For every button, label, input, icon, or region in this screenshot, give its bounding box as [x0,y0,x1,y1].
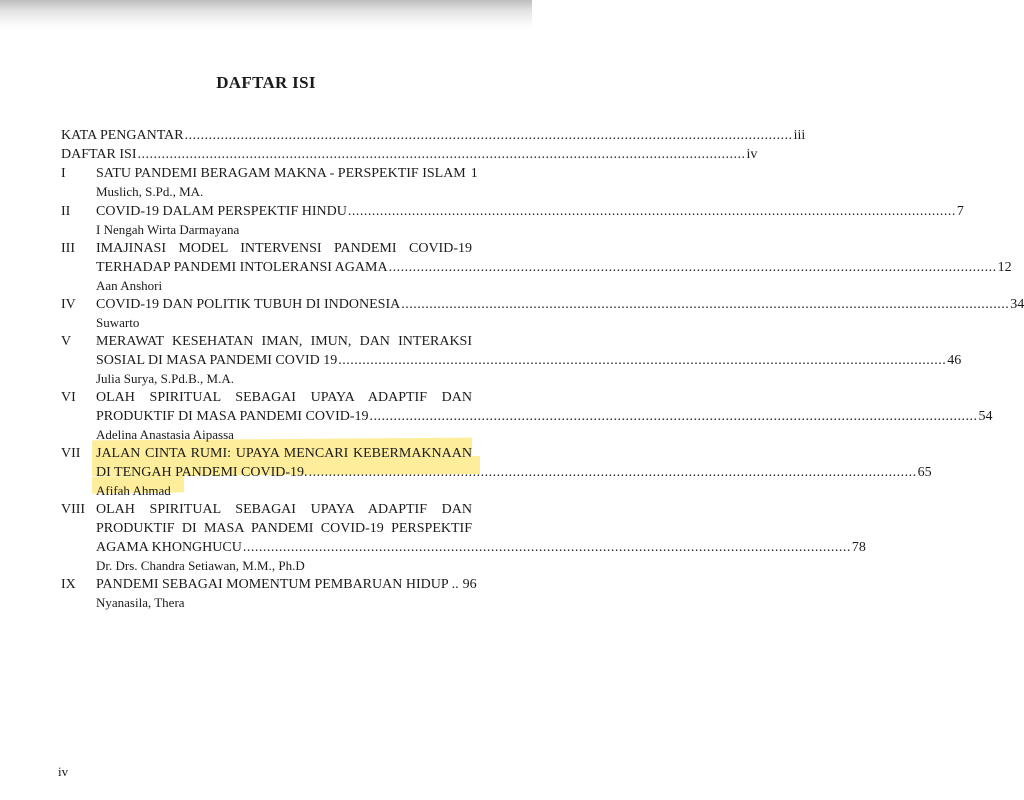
toc-entry-label: KATA PENGANTAR [61,128,184,143]
chapter-page: 34 [1010,297,1024,312]
toc-entry-kata-pengantar[interactable] [61,127,806,145]
chapter-title[interactable]: OLAH SPIRITUAL SEBAGAI UPAYA ADAPTIF DAN [96,390,472,405]
chapter-title[interactable]: OLAH SPIRITUAL SEBAGAI UPAYA ADAPTIF DAN [96,502,472,517]
chapter-number: V [61,334,72,349]
chapter-title-cont[interactable]: SOSIAL DI MASA PANDEMI COVID 19 ..... 46 [96,352,472,370]
chapter-title-cont[interactable]: AGAMA KHONGHUCU ..... 78 [96,539,472,557]
chapter-page: 65 [917,465,932,480]
chapter-author: Suwarto [96,315,140,330]
chapter-author: Muslich, S.Pd., MA. [96,184,204,199]
toc-entry-label: DAFTAR ISI [61,147,137,162]
toc-entry-page: iii [793,128,806,143]
chapter-title[interactable]: SATU PANDEMI BERAGAM MAKNA - PERSPEKTIF ISLAM 1 [96,166,478,181]
chapter-title[interactable]: MERAWAT KESEHATAN IMAN, IMUN, DAN INTERAKSI [96,334,472,349]
chapter-title[interactable]: COVID-19 DALAM PERSPEKTIF HINDU ..... 7 [96,203,472,221]
page-title: DAFTAR ISI [216,73,316,92]
chapter-number: VIII [61,502,86,517]
chapter-author: Aan Anshori [96,278,163,293]
chapter-author: Afifah Ahmad [96,483,171,498]
toc-entry-page: iv [746,147,758,162]
chapter-title-cont[interactable]: PRODUKTIF DI MASA PANDEMI COVID-19 PERSPEKTIF [96,521,472,536]
chapter-page: 96 [462,577,477,592]
toc-entry-daftar-isi[interactable] [61,146,758,164]
chapter-page: 78 [851,540,866,555]
chapter-author: I Nengah Wirta Darmayana [96,222,240,237]
chapter-title[interactable]: JALAN CINTA RUMI: UPAYA MENCARI KEBERMAKNAAN [96,446,472,461]
chapter-page: 1 [470,166,478,181]
chapter-page: 54 [978,409,993,424]
page-number: iv [58,764,69,779]
chapter-title-cont[interactable]: DI TENGAH PANDEMI COVID-19. ..... 65 [96,464,472,482]
chapter-number: VI [61,390,76,405]
chapter-author: Adelina Anastasia Aipassa [96,427,234,442]
chapter-title[interactable]: COVID-19 DAN POLITIK TUBUH DI INDONESIA ..... 34 [96,296,472,314]
chapter-title[interactable]: IMAJINASI MODEL INTERVENSI PANDEMI COVID-19 [96,241,472,256]
chapter-page: 7 [956,204,964,219]
chapter-author: Julia Surya, S.Pd.B., M.A. [96,371,234,386]
chapter-title-cont[interactable]: TERHADAP PANDEMI INTOLERANSI AGAMA ..... 12 [96,259,472,277]
chapter-page: 46 [947,353,962,368]
chapter-number: IV [61,297,76,312]
chapter-page: 12 [997,260,1012,275]
chapter-number: I [61,166,66,181]
chapter-number: IX [61,577,76,592]
chapter-author: Dr. Drs. Chandra Setiawan, M.M., Ph.D [96,558,305,573]
chapter-number: II [61,204,71,219]
chapter-number: III [61,241,75,256]
chapter-title-cont[interactable]: PRODUKTIF DI MASA PANDEMI COVID-19 ..... 54 [96,408,472,426]
chapter-number: VII [61,446,81,461]
chapter-author: Nyanasila, Thera [96,595,185,610]
chapter-title[interactable]: PANDEMI SEBAGAI MOMENTUM PEMBARUAN HIDUP .. 96 [96,577,477,592]
